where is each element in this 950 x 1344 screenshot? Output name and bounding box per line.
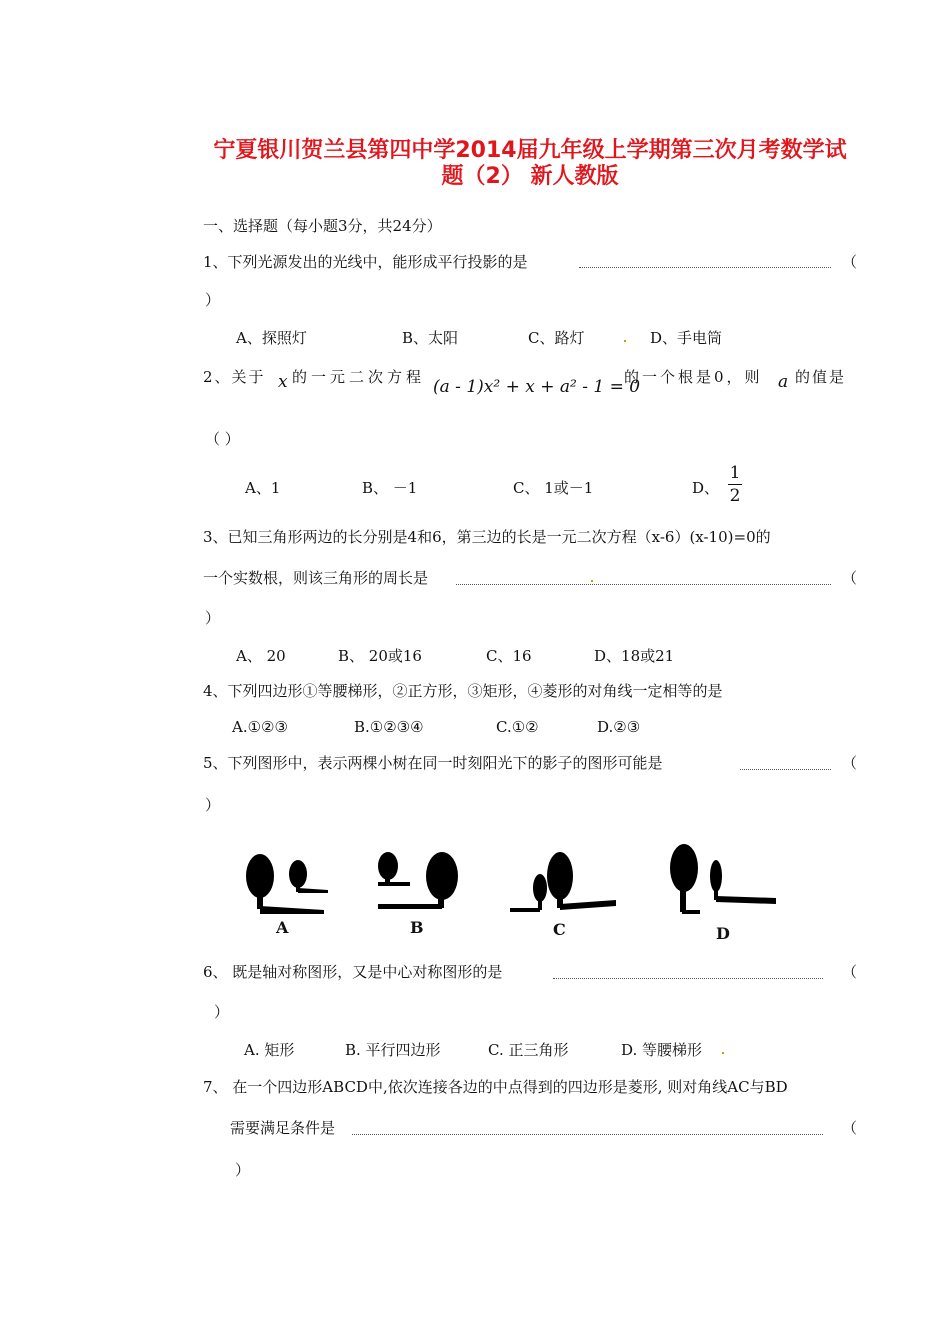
scan-speck	[624, 340, 626, 342]
question-3-line-2: 一个实数根，则该三角形的周长是	[203, 569, 429, 587]
q1-option-b: B、太阳	[402, 329, 459, 347]
close-paren-5: ）	[205, 796, 221, 814]
exam-title-line-1: 宁夏银川贺兰县第四中学2014届九年级上学期第三次月考数学试	[213, 138, 847, 163]
open-paren-5: （	[842, 754, 858, 772]
q3-option-c: C、16	[486, 647, 532, 665]
answer-blank-5	[740, 769, 831, 770]
figure-label-b: B	[410, 918, 424, 937]
q4-option-c: C.①②	[496, 718, 539, 736]
q2-option-c: C、 1或－1	[513, 479, 594, 497]
question-2-after: 的一个根是0，则	[624, 368, 763, 386]
exam-title-line-2: 题（2） 新人教版	[441, 164, 619, 189]
q6-option-c: C. 正三角形	[488, 1041, 569, 1059]
close-paren-6: ）	[214, 1003, 230, 1021]
question-2-mid: 的一元二次方程	[292, 368, 426, 386]
q3-option-a: A、 20	[236, 647, 286, 665]
answer-blank-3	[456, 584, 831, 585]
tree-shadow-figure-d	[660, 838, 780, 918]
q1-option-c: C、路灯	[528, 329, 585, 347]
question-7-line-2: 需要满足条件是	[230, 1119, 336, 1137]
question-7-line-1: 7、 在一个四边形ABCD中,依次连接各边的中点得到的四边形是菱形, 则对角线AC与BD	[203, 1078, 788, 1096]
answer-blank-6	[553, 978, 823, 979]
section-heading: 一、选择题（每小题3分，共24分）	[203, 217, 442, 235]
variable-a: a	[778, 372, 789, 392]
fraction-numerator: 1	[729, 463, 741, 483]
question-2-prefix: 2、关于	[203, 368, 266, 386]
q4-option-d: D.②③	[597, 718, 641, 736]
variable-x: x	[278, 372, 288, 392]
q3-option-b: B、 20或16	[338, 647, 422, 665]
tree-shadow-figure-a	[236, 838, 336, 918]
question-5-text: 5、下列图形中，表示两棵小树在同一时刻阳光下的影子的图形可能是	[203, 754, 663, 772]
open-paren-1: （	[842, 253, 858, 271]
close-paren-3: ）	[205, 609, 221, 627]
scan-speck	[591, 580, 593, 582]
q4-option-b: B.①②③④	[354, 718, 424, 736]
figure-label-d: D	[716, 924, 730, 943]
q2-option-d: D、	[692, 479, 720, 497]
quadratic-equation: (a - 1)x² + x + a² - 1 = 0	[433, 377, 641, 397]
answer-blank-1	[579, 267, 831, 268]
fraction-one-half	[728, 464, 742, 505]
fraction-denominator: 2	[729, 486, 741, 506]
q3-option-d: D、18或21	[594, 647, 675, 665]
close-paren-7: ）	[235, 1161, 251, 1179]
q4-option-a: A.①②③	[232, 718, 288, 736]
question-6-text: 6、 既是轴对称图形，又是中心对称图形的是	[203, 963, 503, 981]
q6-option-b: B. 平行四边形	[345, 1041, 441, 1059]
tree-shadow-figure-b	[370, 838, 470, 918]
question-1-text: 1、下列光源发出的光线中，能形成平行投影的是	[203, 253, 528, 271]
answer-paren-2: （ ）	[205, 430, 240, 448]
open-paren-7: （	[842, 1119, 858, 1137]
answer-blank-7	[352, 1134, 823, 1135]
q6-option-a: A. 矩形	[244, 1041, 295, 1059]
scan-speck	[722, 1052, 724, 1054]
open-paren-3: （	[842, 569, 858, 587]
q6-option-d: D. 等腰梯形	[621, 1041, 703, 1059]
q2-option-b: B、 －1	[362, 479, 418, 497]
question-3-line-1: 3、已知三角形两边的长分别是4和6，第三边的长是一元二次方程（x-6）(x-10)=0的	[203, 528, 771, 546]
q1-option-d: D、手电筒	[650, 329, 723, 347]
close-paren-1: ）	[205, 291, 221, 309]
open-paren-6: （	[842, 963, 858, 981]
fraction-bar	[728, 484, 742, 485]
q2-option-a: A、1	[245, 479, 281, 497]
question-2-suffix: 的值是	[795, 368, 847, 386]
q1-option-a: A、探照灯	[236, 329, 307, 347]
figure-label-c: C	[553, 920, 566, 939]
question-4-text: 4、下列四边形①等腰梯形，②正方形，③矩形，④菱形的对角线一定相等的是	[203, 682, 723, 700]
figure-label-a: A	[276, 918, 289, 937]
tree-shadow-figure-c	[508, 838, 618, 918]
